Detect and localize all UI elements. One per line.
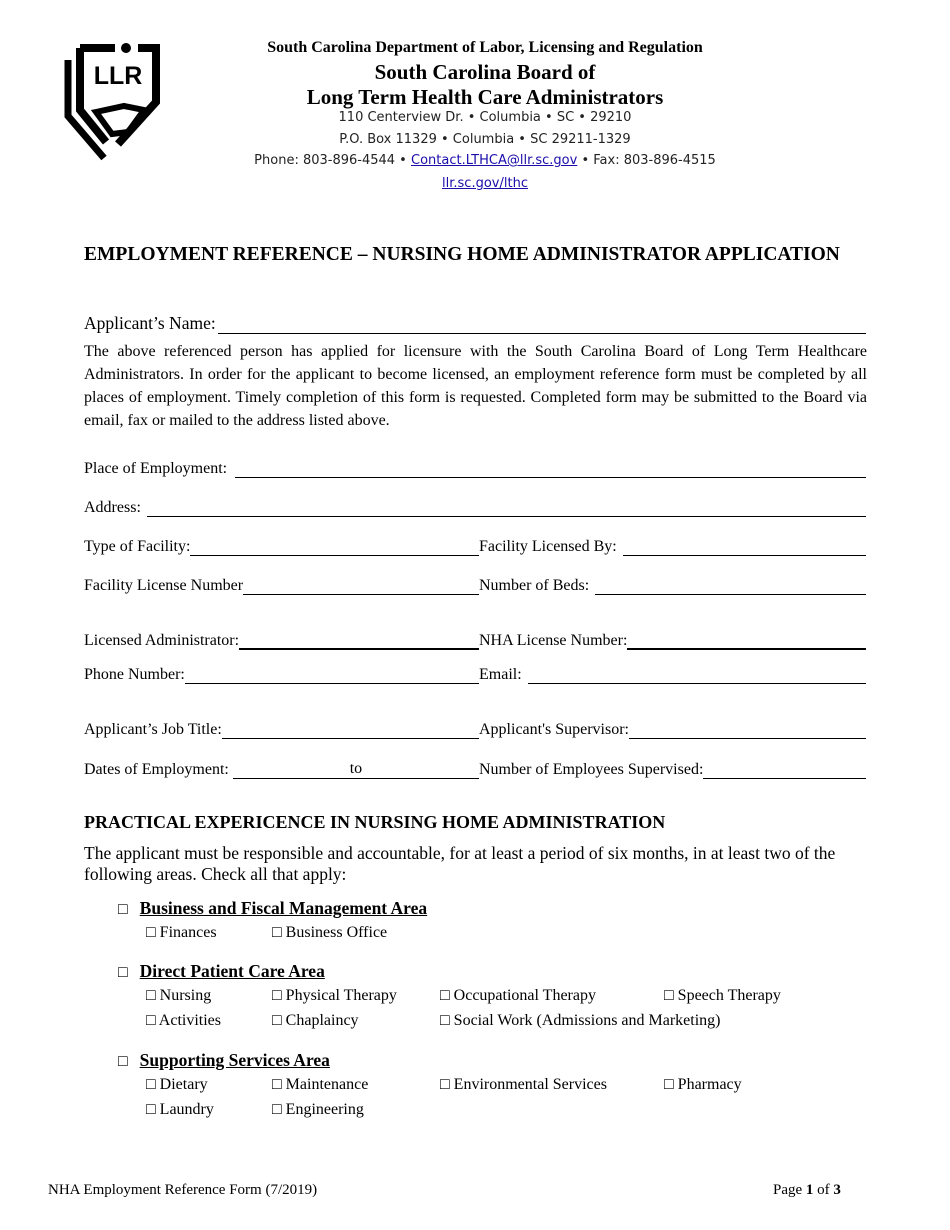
street-address: 110 Centerview Dr. • Columbia • SC • 29210: [338, 110, 632, 125]
option-speech-therapy[interactable]: [664, 987, 781, 1005]
page-word: Page: [773, 1182, 803, 1198]
email-label: Email:: [479, 666, 522, 683]
job-title-field[interactable]: [222, 720, 479, 739]
option-finances[interactable]: [146, 924, 217, 942]
dates-row: [84, 757, 866, 779]
checkbox[interactable]: □: [272, 1012, 282, 1029]
nha-license-number-field[interactable]: [627, 630, 866, 650]
supporting-services-title: Supporting Services Area: [139, 1050, 330, 1070]
to-label: to: [349, 760, 363, 777]
board-name: [200, 60, 770, 110]
checkbox[interactable]: □: [146, 924, 156, 941]
experience-description: The applicant must be responsible and accountable, for at least a period of six months, in at least two of the following areas. Check all that apply:: [84, 843, 836, 884]
checkbox[interactable]: □: [664, 987, 674, 1004]
facility-license-number-label: Facility License Number: [84, 577, 244, 594]
option-label: Environmental Services: [453, 1076, 607, 1093]
checkbox[interactable]: □: [146, 1076, 156, 1093]
website-line: [200, 176, 770, 191]
checkbox[interactable]: □: [146, 1012, 156, 1029]
page-of: of: [817, 1182, 830, 1198]
address-row: [84, 495, 866, 517]
applicant-name-row: [84, 310, 866, 334]
employees-supervised-field[interactable]: [703, 760, 866, 779]
option-label: Occupational Therapy: [453, 987, 596, 1004]
option-label: Nursing: [159, 987, 212, 1004]
checkbox[interactable]: □: [664, 1076, 674, 1093]
page-number: [773, 1182, 841, 1199]
po-box-address: P.O. Box 11329 • Columbia • SC 29211-1329: [339, 132, 631, 147]
business-fiscal-title: Business and Fiscal Management Area: [139, 898, 428, 918]
business-fiscal-checkbox[interactable]: □: [118, 901, 128, 918]
option-label: Speech Therapy: [677, 987, 781, 1004]
checkbox[interactable]: □: [146, 1101, 156, 1118]
licensed-administrator-field[interactable]: [239, 630, 479, 650]
website-link[interactable]: llr.sc.gov/lthc: [442, 176, 528, 191]
nha-license-number-label: NHA License Number:: [479, 632, 628, 649]
option-label: Maintenance: [285, 1076, 369, 1093]
facility-licensed-by-label: Facility Licensed By:: [479, 538, 617, 555]
type-of-facility-label: Type of Facility:: [84, 538, 191, 555]
facility-type-row: [84, 534, 866, 556]
option-physical-therapy[interactable]: [272, 987, 397, 1005]
checkbox[interactable]: □: [440, 1076, 450, 1093]
direct-patient-care-title: Direct Patient Care Area: [139, 961, 325, 981]
option-engineering[interactable]: [272, 1101, 364, 1119]
job-title-label: Applicant’s Job Title:: [84, 721, 222, 738]
option-maintenance[interactable]: [272, 1076, 368, 1094]
supporting-services-group: [118, 1050, 330, 1071]
number-of-beds-field[interactable]: [595, 576, 866, 595]
direct-patient-care-group: [118, 961, 325, 982]
logo-text: LLR: [93, 62, 143, 90]
page-total: 3: [833, 1182, 841, 1198]
option-business-office[interactable]: [272, 924, 387, 942]
department-name: South Carolina Department of Labor, Licensing and Regulation: [267, 39, 703, 56]
direct-patient-care-checkbox[interactable]: □: [118, 964, 128, 981]
option-chaplaincy[interactable]: [272, 1012, 359, 1030]
business-fiscal-group: [118, 898, 427, 919]
start-date-field[interactable]: [233, 760, 349, 779]
option-label: Chaplaincy: [285, 1012, 359, 1029]
employees-supervised-label: Number of Employees Supervised:: [479, 761, 704, 778]
contact-line: [200, 153, 770, 168]
option-label: Physical Therapy: [285, 987, 397, 1004]
checkbox[interactable]: □: [272, 1101, 282, 1118]
option-social-work[interactable]: [440, 1012, 721, 1030]
option-label: Pharmacy: [677, 1076, 742, 1093]
phone-text: Phone: 803-896-4544 •: [254, 153, 407, 168]
option-pharmacy[interactable]: [664, 1076, 742, 1094]
page-current: 1: [805, 1182, 814, 1198]
number-of-beds-label: Number of Beds:: [479, 577, 590, 594]
phone-number-label: Phone Number:: [84, 666, 185, 683]
checkbox[interactable]: □: [440, 987, 450, 1004]
contact-row: [84, 662, 866, 684]
applicant-name-field[interactable]: [218, 313, 866, 334]
checkbox[interactable]: □: [440, 1012, 450, 1029]
option-label: Laundry: [159, 1101, 214, 1118]
phone-number-field[interactable]: [185, 665, 479, 684]
option-nursing[interactable]: [146, 987, 211, 1005]
checkbox[interactable]: □: [272, 924, 282, 941]
form-id: NHA Employment Reference Form (7/2019): [48, 1182, 318, 1198]
option-occupational-therapy[interactable]: [440, 987, 596, 1005]
facility-license-row: [84, 573, 866, 595]
place-of-employment-row: [84, 456, 866, 478]
option-label: Activities: [158, 1012, 222, 1029]
licensed-administrator-label: Licensed Administrator:: [84, 632, 240, 649]
address-field[interactable]: [147, 498, 866, 517]
fax-text: • Fax: 803-896-4515: [581, 153, 716, 168]
option-label: Social Work (Admissions and Marketing): [453, 1012, 721, 1029]
email-field[interactable]: [528, 665, 866, 684]
option-laundry[interactable]: [146, 1101, 214, 1119]
facility-license-number-field[interactable]: [243, 576, 479, 595]
option-label: Engineering: [285, 1101, 364, 1118]
supervisor-field[interactable]: [629, 720, 866, 739]
supporting-services-checkbox[interactable]: □: [118, 1053, 128, 1070]
job-row: [84, 717, 866, 739]
option-activities[interactable]: [146, 1012, 221, 1030]
option-label: Dietary: [159, 1076, 208, 1093]
option-label: Business Office: [285, 924, 388, 941]
supervisor-label: Applicant's Supervisor:: [479, 721, 629, 738]
llr-logo: [58, 40, 166, 162]
checkbox[interactable]: □: [272, 987, 282, 1004]
type-of-facility-field[interactable]: [190, 537, 479, 556]
email-link[interactable]: Contact.LTHCA@llr.sc.gov: [411, 153, 578, 168]
facility-licensed-by-field[interactable]: [623, 537, 866, 556]
intro-paragraph: The above referenced person has applied for licensure with the South Carolina Board of Long Term Healthcare Administrators. In order for the applicant to become licensed, an employment reference form must be completed by all places of employment. Timely completion of this form is requested. Completed form may be submitted to the Board via email, fax or mailed to the address listed above.: [84, 343, 867, 429]
checkbox[interactable]: □: [272, 1076, 282, 1093]
experience-section-title: PRACTICAL EXPERICENCE IN NURSING HOME ADMINISTRATION: [84, 812, 666, 832]
end-date-field[interactable]: [363, 760, 479, 779]
option-label: Finances: [159, 924, 217, 941]
board-name-line2: Long Term Health Care Administrators: [306, 85, 664, 109]
board-name-line1: South Carolina Board of: [374, 60, 596, 84]
option-environmental-services[interactable]: [440, 1076, 607, 1094]
dates-of-employment-label: Dates of Employment:: [84, 761, 229, 778]
checkbox[interactable]: □: [146, 987, 156, 1004]
address-label: Address:: [84, 499, 141, 516]
place-of-employment-field[interactable]: [235, 459, 866, 478]
place-of-employment-label: Place of Employment:: [84, 460, 228, 477]
administrator-row: [84, 628, 866, 650]
option-dietary[interactable]: [146, 1076, 208, 1094]
applicant-name-label: Applicant’s Name:: [84, 313, 216, 333]
form-title: EMPLOYMENT REFERENCE – NURSING HOME ADMINISTRATOR APPLICATION: [84, 244, 840, 265]
